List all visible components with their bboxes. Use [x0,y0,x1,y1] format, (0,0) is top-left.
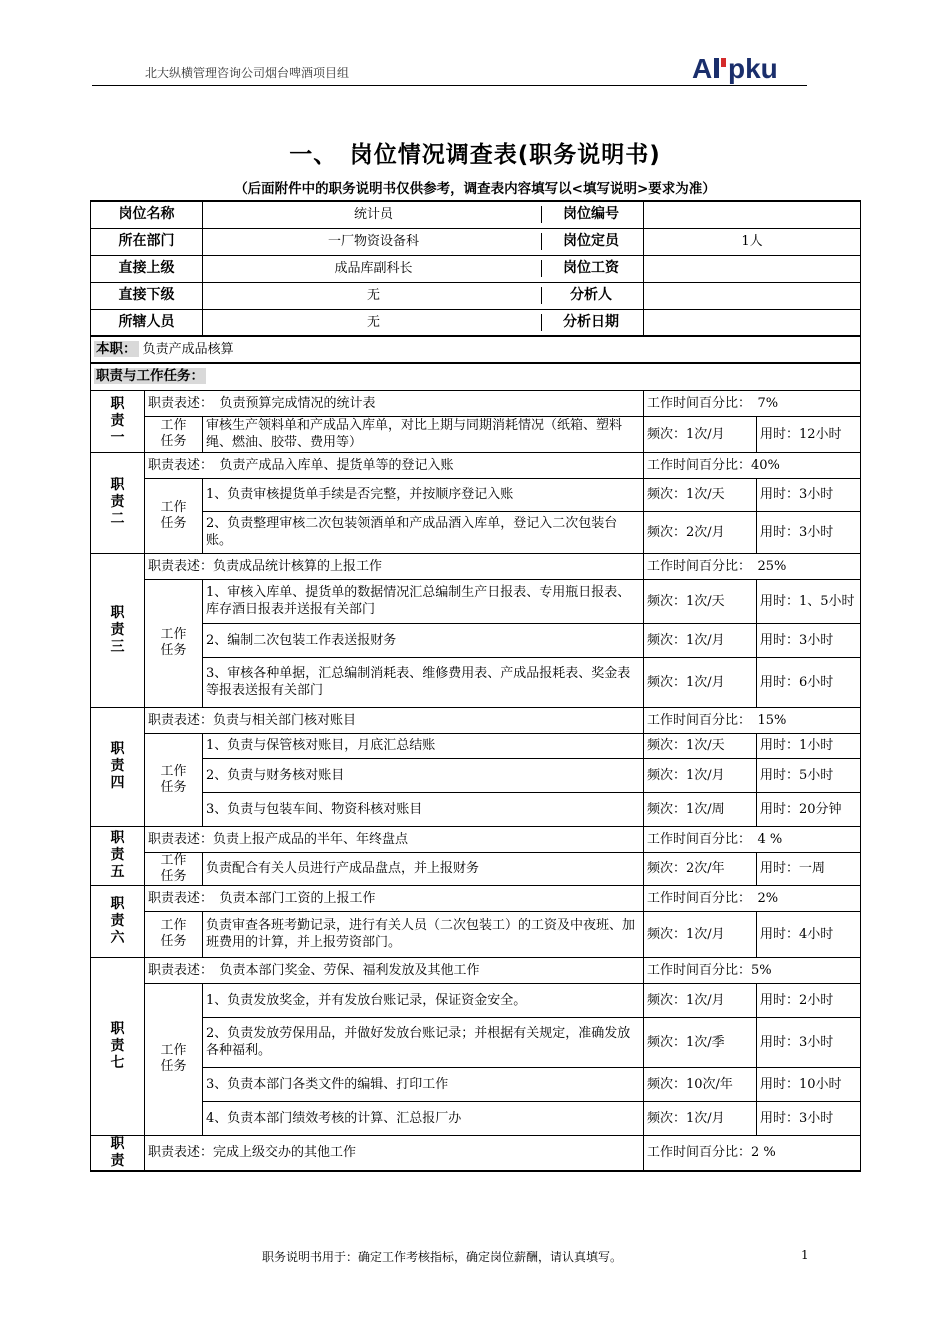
responsibility-label [91,1135,145,1171]
staff-value: 无 [366,314,380,330]
task-duration: 用时：3小时 [757,478,861,511]
responsibility-label-text: 职责一 [110,395,125,446]
task-frequency: 频次：1次/周 [644,792,757,826]
task-duration: 用时：3小时 [757,623,861,657]
task-text: 2、编制二次包装工作表送报财务 [203,623,644,657]
task-frequency: 频次：1次/月 [644,416,757,452]
work-task-label [145,579,203,707]
task-text: 3、负责与包装车间、物资科核对账目 [203,792,644,826]
responsibility-label-text: 职责七 [110,1020,125,1071]
work-time-percentage: 工作时间百分比： 2% [644,885,861,911]
task-text: 2、负责发放劳保用品，并做好发放台账记录；并根据有关规定，准确发放各种福利。 [203,1017,644,1067]
job-survey-table [90,200,861,1172]
task-text: 负责配合有关人员进行产成品盘点，并上报财务 [203,852,644,885]
job-code-label: 岗位编号 [541,206,640,223]
responsibility-label-text: 职责五 [110,830,125,880]
responsibility-label [91,957,145,1135]
task-text: 2、负责与财务核对账目 [203,758,644,792]
task-duration: 用时：3小时 [757,511,861,553]
task-duration: 用时：4小时 [757,911,861,957]
work-time-percentage: 工作时间百分比： 15% [644,707,861,733]
svg-text:A: A [692,53,713,84]
subordinate-value-cell [203,282,644,309]
duty-label: 本职： [96,341,137,357]
task-duration: 用时：1小时 [757,733,861,758]
responsibility-label [91,390,145,452]
quota-value: 1人 [644,228,861,255]
date-label: 分析日期 [541,314,640,331]
work-task-label-text: 工作任务 [160,763,187,795]
page-number: 1 [801,1248,809,1262]
svg-text:pku: pku [728,53,778,84]
responsibility-description: 职责表述：负责成品统计核算的上报工作 [145,553,644,579]
work-task-label [145,852,203,885]
footer-note: 职务说明书用于：确定工作考核指标，确定岗位薪酬，请认真填写。 [262,1250,623,1264]
work-task-label-text: 工作任务 [160,1043,187,1074]
task-text: 1、审核入库单、提货单的数据情况汇总编制生产日报表、专用瓶日报表、库存酒日报表并送报有关部门 [203,579,644,623]
quota-label: 岗位定员 [541,233,640,250]
task-frequency: 频次：1次/月 [644,657,757,707]
dept-value-cell [203,228,644,255]
responsibility-label-text: 职责 [110,1135,125,1169]
page-subtitle: （后面附件中的职务说明书仅供参考，调查表内容填写以<填写说明>要求为准） [234,181,716,197]
work-time-percentage: 工作时间百分比：2 % [644,1135,861,1171]
job-name: 统计员 [353,207,393,223]
task-frequency: 频次：10次/年 [644,1067,757,1101]
task-text: 1、负责与保管核对账目，月底汇总结账 [203,733,644,758]
responsibility-label [91,553,145,707]
tasks-heading-row [91,363,861,390]
duty-row [91,336,861,363]
wage-label: 岗位工资 [541,260,640,277]
responsibility-description: 职责表述： 负责本部门工资的上报工作 [145,885,644,911]
responsibility-label-text: 职责四 [110,741,125,791]
analyst-label: 分析人 [541,287,640,304]
task-frequency: 频次：2次/月 [644,511,757,553]
work-task-label [145,733,203,826]
work-time-percentage: 工作时间百分比： 7% [644,390,861,416]
task-text: 2、负责整理审核二次包装领酒单和产成品酒入库单，登记入二次包装台账。 [203,511,644,553]
task-duration: 用时：10小时 [757,1067,861,1101]
responsibility-description: 职责表述：负责与相关部门核对账目 [145,707,644,733]
job-code-value [644,201,861,228]
responsibility-description: 职责表述： 负责产成品入库单、提货单等的登记入账 [145,452,644,478]
task-frequency: 频次：1次/天 [644,579,757,623]
superior-value-cell [203,255,644,282]
work-time-percentage: 工作时间百分比： 4 % [644,826,861,852]
task-duration: 用时：12小时 [757,416,861,452]
task-text: 3、负责本部门各类文件的编辑、打印工作 [203,1067,644,1101]
task-frequency: 频次：1次/月 [644,911,757,957]
staff-value-cell [203,309,644,336]
responsibility-label [91,826,145,885]
task-duration: 用时：5小时 [757,758,861,792]
page-title: 一、 岗位情况调查表(职务说明书) [289,142,661,168]
task-frequency: 频次：1次/季 [644,1017,757,1067]
job-name-value [203,201,644,228]
wage-value [644,255,861,282]
task-text: 1、负责发放奖金，并有发放台账记录，保证资金安全。 [203,983,644,1017]
task-frequency: 频次：1次/天 [644,478,757,511]
task-frequency: 频次：2次/年 [644,852,757,885]
responsibility-label [91,707,145,826]
duty-text: 负责产成品核算 [142,342,234,357]
task-duration: 用时：3小时 [757,1017,861,1067]
task-duration: 用时：一周 [757,852,861,885]
analyst-value [644,282,861,309]
work-task-label-text: 工作任务 [160,627,187,658]
superior-value: 成品库副科长 [334,261,413,276]
work-time-percentage: 工作时间百分比： 25% [644,553,861,579]
responsibility-description: 职责表述：完成上级交办的其他工作 [145,1135,644,1171]
responsibility-description: 职责表述： 负责预算完成情况的统计表 [145,390,644,416]
task-frequency: 频次：1次/月 [644,1101,757,1135]
responsibility-label-text: 职责二 [110,477,125,527]
work-time-percentage: 工作时间百分比：5% [644,957,861,983]
dept-label: 所在部门 [91,228,203,255]
tasks-heading: 职责与工作任务： [96,368,204,385]
subordinate-label: 直接下级 [91,282,203,309]
work-task-label [145,416,203,452]
work-task-label [145,983,203,1135]
responsibility-description: 职责表述：负责上报产成品的半年、年终盘点 [145,826,644,852]
subordinate-value: 无 [366,288,380,303]
work-time-percentage: 工作时间百分比：40% [644,452,861,478]
header-company: 北大纵横管理咨询公司烟台啤酒项目组 [145,66,350,80]
work-task-label-text: 工作任务 [160,852,187,884]
task-text: 审核生产领料单和产成品入库单，对比上期与同期消耗情况（纸箱、塑料绳、燃油、胶带、费用等） [203,416,644,452]
work-task-label-text: 工作任务 [160,499,187,531]
responsibility-label [91,452,145,553]
task-duration: 用时：20分钟 [757,792,861,826]
task-frequency: 频次：1次/天 [644,733,757,758]
task-duration: 用时：1、5小时 [757,579,861,623]
work-task-label-text: 工作任务 [160,418,187,449]
staff-label: 所辖人员 [91,309,203,336]
dept-value: 一厂物资设备科 [327,234,419,249]
task-text: 3、审核各种单据，汇总编制消耗表、维修费用表、产成品报耗表、奖金表等报表送报有关部门 [203,657,644,707]
task-text: 1、负责审核提货单手续是否完整，并按顺序登记入账 [203,478,644,511]
work-task-label [145,478,203,553]
superior-label: 直接上级 [91,255,203,282]
job-name-label: 岗位名称 [91,201,203,228]
responsibility-label-text: 职责六 [110,895,125,946]
task-duration: 用时：2小时 [757,983,861,1017]
responsibility-label [91,885,145,957]
task-frequency: 频次：1次/月 [644,623,757,657]
responsibility-description: 职责表述： 负责本部门奖金、劳保、福利发放及其他工作 [145,957,644,983]
work-task-label-text: 工作任务 [160,918,187,949]
task-duration: 用时：6小时 [757,657,861,707]
task-text: 4、负责本部门绩效考核的计算、汇总报厂办 [203,1101,644,1135]
task-frequency: 频次：1次/月 [644,758,757,792]
responsibility-label-text: 职责三 [110,604,125,655]
task-frequency: 频次：1次/月 [644,983,757,1017]
responsibility-rows [91,390,861,1171]
allpku-logo [692,50,804,86]
task-text: 负责审查各班考勤记录，进行有关人员（二次包装工）的工资及中夜班、加班费用的计算，并上报劳资部门。 [203,911,644,957]
work-task-label [145,911,203,957]
date-value [644,309,861,336]
task-duration: 用时：3小时 [757,1101,861,1135]
